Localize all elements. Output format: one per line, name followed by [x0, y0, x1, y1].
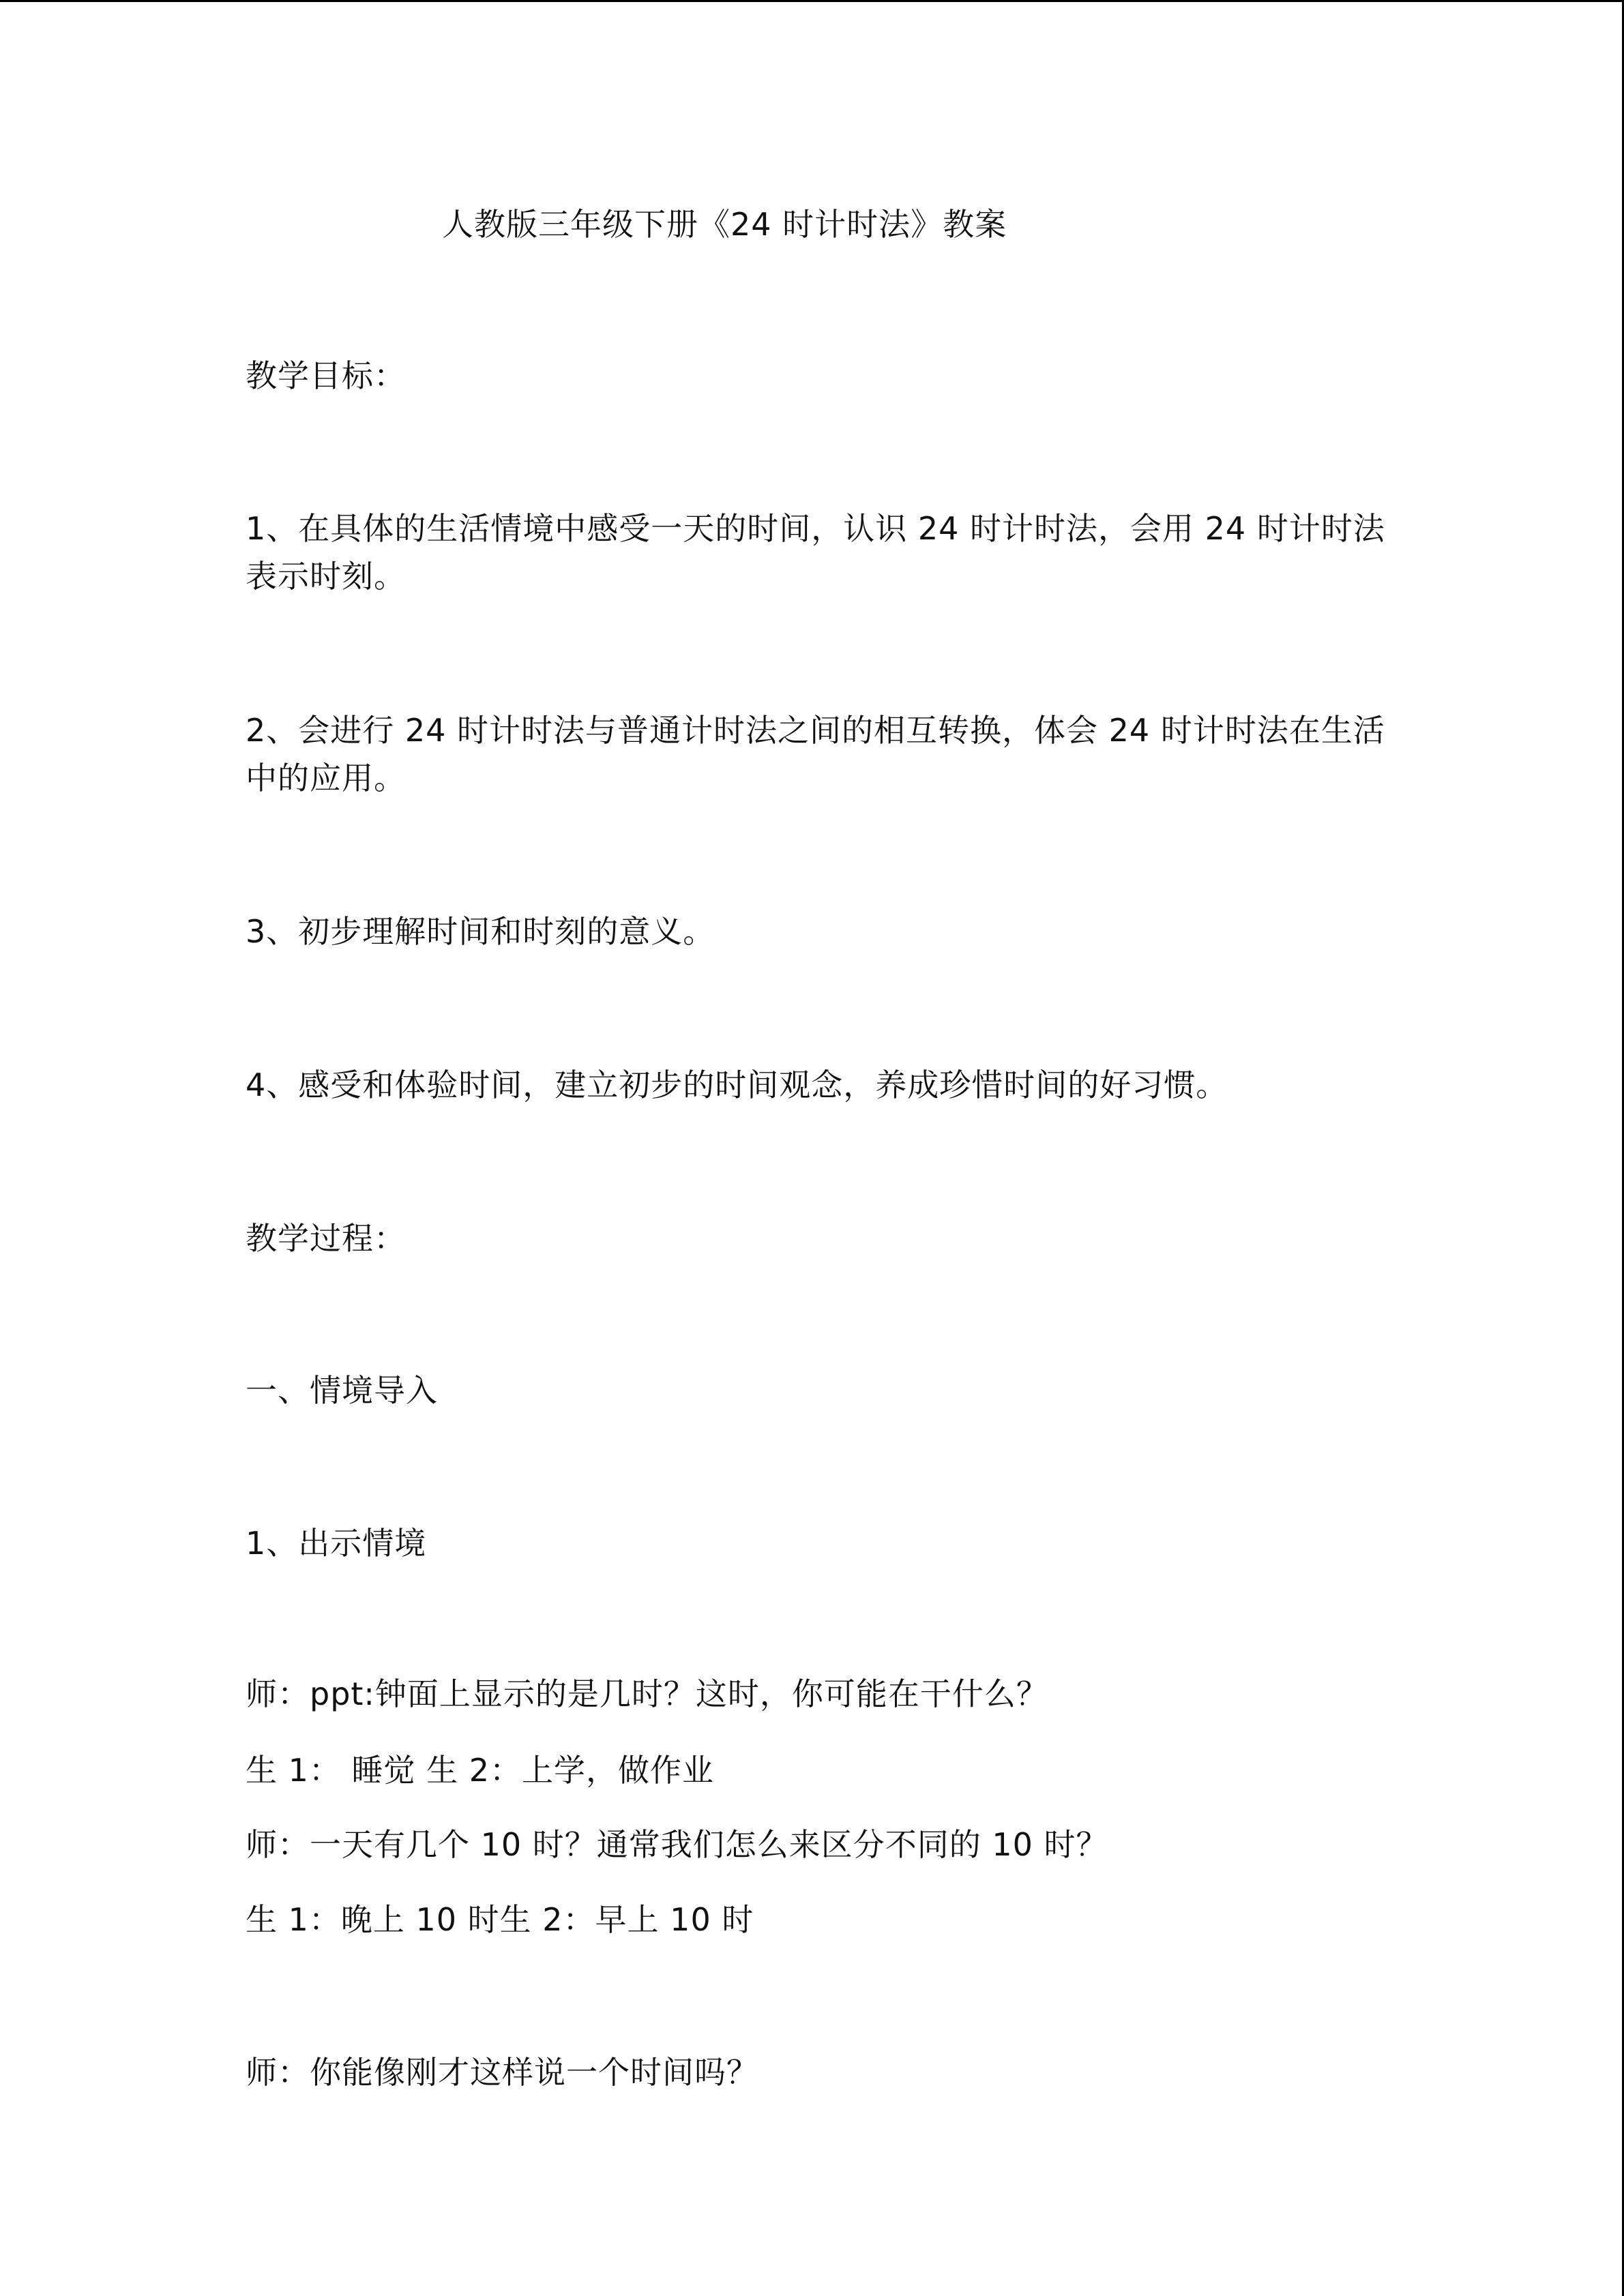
- process-heading: 教学过程：: [246, 1220, 406, 1257]
- section-1-heading: 一、情境导入: [246, 1372, 438, 1409]
- objective-1-line-1: 1、在具体的生活情境中感受一天的时间，认识 24 时计时法，会用 24 时计时法: [246, 510, 1385, 547]
- objective-2-line-2: 中的应用。: [246, 760, 406, 796]
- dialogue-line-5: 师：你能像刚才这样说一个时间吗？: [246, 2054, 758, 2091]
- objective-2-line-1: 2、会进行 24 时计时法与普通计时法之间的相互转换，体会 24 时计时法在生活: [246, 712, 1385, 749]
- objective-3: 3、初步理解时间和时刻的意义。: [246, 913, 715, 950]
- objective-4: 4、感受和体验时间，建立初步的时间观念，养成珍惜时间的好习惯。: [246, 1067, 1228, 1103]
- dialogue-line-1: 师：ppt:钟面上显示的是几时？这时，你可能在干什么？: [246, 1675, 1048, 1712]
- dialogue-line-4: 生 1：晚上 10 时生 2：早上 10 时: [246, 1901, 754, 1938]
- objective-1-line-2: 表示时刻。: [246, 558, 406, 595]
- dialogue-line-2: 生 1： 睡觉 生 2：上学，做作业: [246, 1752, 715, 1789]
- document-title: 人教版三年级下册《24 时计时法》教案: [442, 206, 1007, 243]
- dialogue-line-3: 师：一天有几个 10 时？通常我们怎么来区分不同的 10 时？: [246, 1826, 1108, 1863]
- objectives-heading: 教学目标：: [246, 357, 406, 394]
- step-1-heading: 1、出示情境: [246, 1525, 427, 1562]
